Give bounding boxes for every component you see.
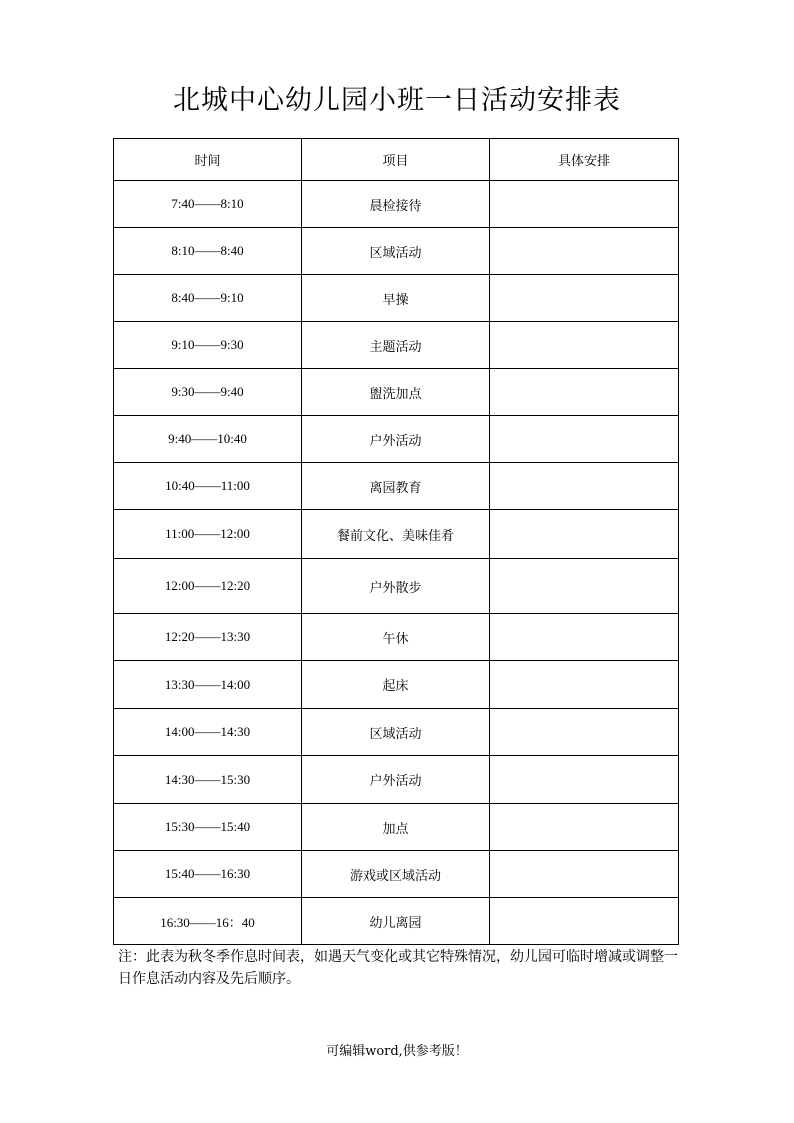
time-cell: 9:40——10:40 — [114, 416, 302, 463]
detail-cell — [490, 661, 679, 709]
item-cell: 户外活动 — [302, 756, 490, 804]
table-row — [114, 275, 679, 322]
header-detail: 具体安排 — [490, 139, 679, 181]
time-cell: 15:40——16:30 — [114, 851, 302, 898]
time-cell: 9:30——9:40 — [114, 369, 302, 416]
item-cell: 户外散步 — [302, 559, 490, 614]
table-row — [114, 463, 679, 510]
detail-cell — [490, 228, 679, 275]
time-cell: 16:30——16：40 — [114, 898, 302, 945]
header-time: 时间 — [114, 139, 302, 181]
item-cell: 离园教育 — [302, 463, 490, 510]
item-cell: 餐前文化、美味佳肴 — [302, 510, 490, 559]
table-row — [114, 804, 679, 851]
table-row — [114, 709, 679, 756]
detail-cell — [490, 851, 679, 898]
item-cell: 区域活动 — [302, 709, 490, 756]
table-row — [114, 322, 679, 369]
table-row — [114, 756, 679, 804]
item-cell: 盥洗加点 — [302, 369, 490, 416]
detail-cell — [490, 898, 679, 945]
detail-cell — [490, 322, 679, 369]
time-cell: 12:00——12:20 — [114, 559, 302, 614]
detail-cell — [490, 510, 679, 559]
item-cell: 晨检接待 — [302, 181, 490, 228]
item-cell: 主题活动 — [302, 322, 490, 369]
time-cell: 14:00——14:30 — [114, 709, 302, 756]
detail-cell — [490, 756, 679, 804]
detail-cell — [490, 614, 679, 661]
detail-cell — [490, 709, 679, 756]
detail-cell — [490, 275, 679, 322]
detail-cell — [490, 463, 679, 510]
item-cell: 午休 — [302, 614, 490, 661]
detail-cell — [490, 369, 679, 416]
item-cell: 游戏或区域活动 — [302, 851, 490, 898]
item-cell: 起床 — [302, 661, 490, 709]
table-header-row — [114, 139, 679, 181]
table-row — [114, 851, 679, 898]
item-cell: 幼儿离园 — [302, 898, 490, 945]
detail-cell — [490, 416, 679, 463]
time-cell: 9:10——9:30 — [114, 322, 302, 369]
time-cell: 15:30——15:40 — [114, 804, 302, 851]
table-row — [114, 510, 679, 559]
time-cell: 8:10——8:40 — [114, 228, 302, 275]
time-cell: 7:40——8:10 — [114, 181, 302, 228]
item-cell: 户外活动 — [302, 416, 490, 463]
time-cell: 12:20——13:30 — [114, 614, 302, 661]
table-row — [114, 369, 679, 416]
table-row — [114, 181, 679, 228]
item-cell: 区域活动 — [302, 228, 490, 275]
detail-cell — [490, 804, 679, 851]
schedule-table — [113, 138, 679, 945]
table-row — [114, 228, 679, 275]
time-cell: 14:30——15:30 — [114, 756, 302, 804]
page-title: 北城中心幼儿园小班一日活动安排表 — [173, 85, 621, 116]
header-item: 项目 — [302, 139, 490, 181]
table-row — [114, 614, 679, 661]
time-cell: 13:30——14:00 — [114, 661, 302, 709]
page-footer: 可编辑word,供参考版！ — [326, 1044, 468, 1059]
item-cell: 加点 — [302, 804, 490, 851]
table-note: 注：此表为秋冬季作息时间表，如遇天气变化或其它特殊情况，幼儿园可临时增减或调整一日作息活动内容及先后顺序。 — [118, 949, 678, 987]
detail-cell — [490, 181, 679, 228]
table-row — [114, 898, 679, 945]
time-cell: 8:40——9:10 — [114, 275, 302, 322]
table-row — [114, 559, 679, 614]
time-cell: 11:00——12:00 — [114, 510, 302, 559]
item-cell: 早操 — [302, 275, 490, 322]
time-cell: 10:40——11:00 — [114, 463, 302, 510]
table-row — [114, 661, 679, 709]
detail-cell — [490, 559, 679, 614]
table-row — [114, 416, 679, 463]
